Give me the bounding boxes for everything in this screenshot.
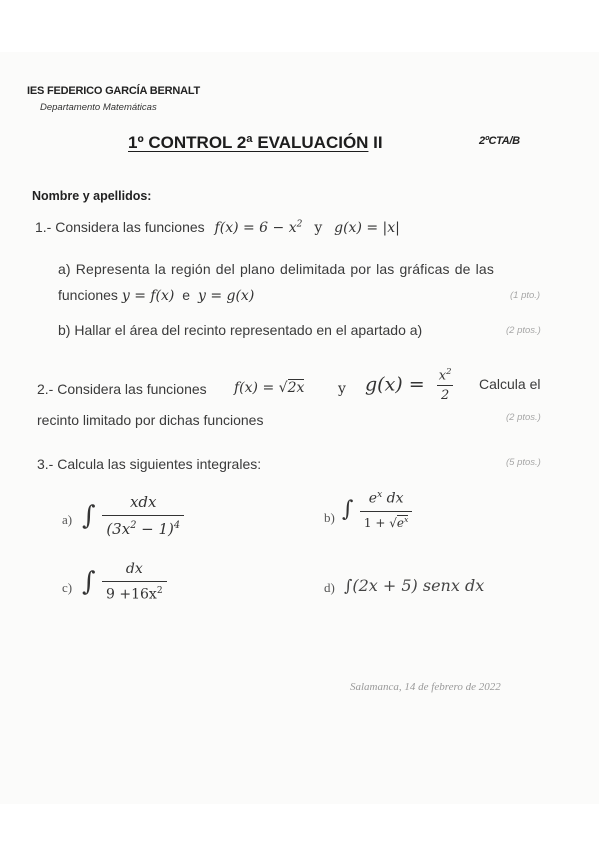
sqrt-icon: √ [389,515,397,530]
q3c-integral [82,561,167,603]
q1b-text: b) Hallar el área del recinto representado en el apartado a) [58,322,423,338]
q2-conj: y [338,381,346,397]
q3b-label: b) [324,510,335,525]
q3c-frac [102,561,167,603]
exam-sheet [0,52,599,804]
q3c-num: dx [125,561,143,577]
place-date: Salamanca, 14 de febrero de 2022 [350,681,501,693]
q3b-den-rad-exp: x [404,514,409,524]
q3a-frac [102,493,184,538]
q1-statement [35,219,400,236]
q2-g-num [435,366,456,385]
q3b-den-rad-base: e [396,515,405,530]
q3a-num: xdx [129,493,157,511]
q3-intro: 3.- Calcula las siguientes integrales: [37,456,262,472]
q2-points: (2 ptos.) [506,412,541,423]
q3b-den-rad [397,515,409,530]
q1-f-exp: 2 [296,219,303,230]
department-name: Departamento Matemáticas [40,102,157,113]
q2-intro: 2.- Considera las funciones [37,381,207,397]
q3a-den-exp: 2 [130,520,137,531]
q2-g-num-exp: 2 [446,366,452,376]
q1a-points: (1 pto.) [510,290,541,301]
exam-title-suffix: II [368,133,383,152]
q3a-den [102,515,184,538]
q2-line2: recinto limitado por dichas funciones [37,412,264,428]
q3a-label: a) [62,512,73,527]
q3a-den-exp2: 4 [173,520,181,531]
q3c-den [102,581,167,603]
q2-g-frac [435,366,456,403]
q3b-num-tail: dx [382,490,404,507]
q1-f-expr: f(x) = 6 − x [214,220,297,236]
exam-title-main: 1º CONTROL 2ª EVALUACIÓN [128,133,369,152]
class-group: 2ºCTA/B [479,135,520,147]
q1-g: g(x) = |x| [334,220,400,236]
sqrt-icon: √ [278,380,288,396]
integral-icon: ∫ [82,566,96,597]
q1b-points: (2 ptos.) [506,325,541,336]
q1-conj: y [314,220,323,236]
q3a-den-b: − 1) [136,520,174,538]
q1a-g: y = g(x) [197,288,255,304]
q3b-frac [360,490,413,530]
exam-title [128,133,383,153]
q2-f-lhs: f(x) = [234,380,275,396]
q3c-label: c) [62,580,73,595]
q2-g-num-base: x [438,368,447,384]
q3a-den-a: (3x [106,520,131,538]
q3b-den-prefix: 1 + [363,515,390,530]
q3d-expr: ∫(2x + 5) senx dx [344,576,485,595]
q1a-f: y = f(x) [121,288,175,304]
q1-intro: 1.- Considera las funciones [35,219,205,235]
q2-g-den: 2 [437,385,453,403]
q1a-e: e [182,287,191,303]
q3a-integral [82,493,184,538]
q3d-label: d) [324,580,335,595]
q1-f [215,220,303,236]
school-name: IES FEDERICO GARCÍA BERNALT [27,85,201,97]
integral-icon: ∫ [82,500,96,531]
q3b-num-base: e [368,490,378,507]
q2-f-radicand: 2x [287,380,305,396]
q3c-den-base: 9 +16x [106,586,157,603]
q1a-line2 [58,287,254,304]
q1a-prefix: funciones [58,287,118,303]
integral-icon: ∫ [342,497,354,523]
q2-tail: Calcula el [479,376,541,392]
q1a-line1: a) Representa la región del plano delimitada por las gráficas de las [58,261,494,277]
q2-f [234,380,304,396]
q3b-num [365,490,408,511]
q3b-integral [342,490,412,530]
q3c-den-exp: 2 [156,586,163,596]
q3-points: (5 ptos.) [506,457,541,468]
q3b-den [360,511,413,530]
q2-g-lhs: g(x) = [365,373,425,396]
q2-g [365,366,455,403]
name-label: Nombre y apellidos: [32,189,152,203]
q3b-num-exp: x [377,490,383,500]
